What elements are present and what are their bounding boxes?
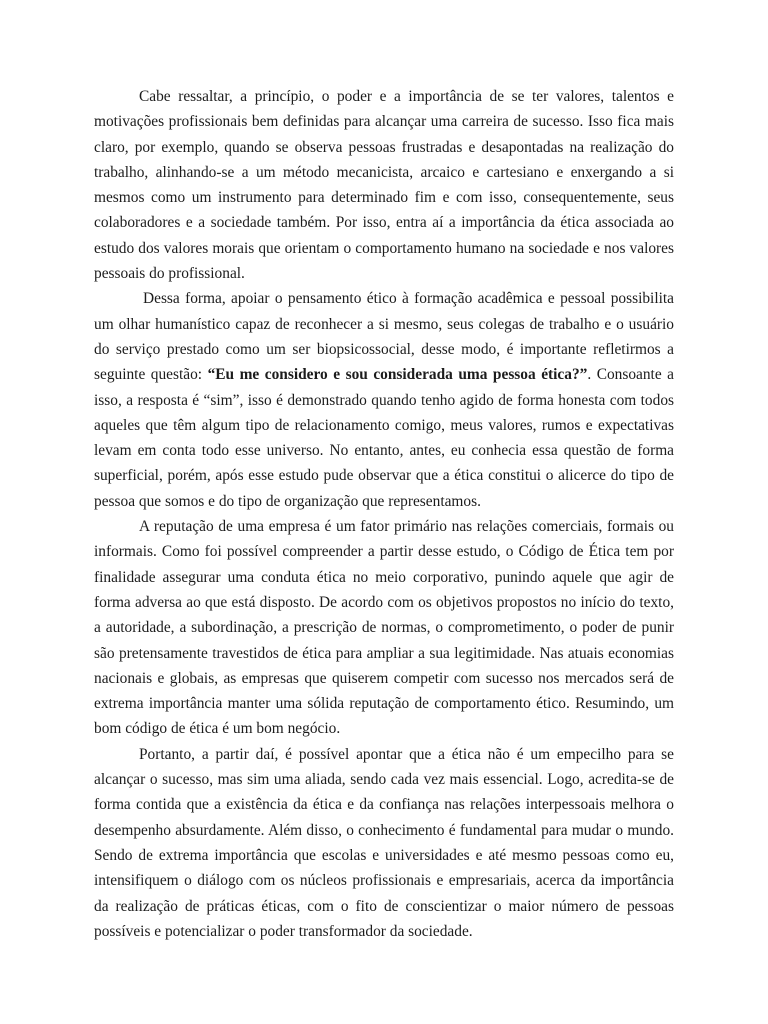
paragraph-2: [94, 286, 674, 514]
paragraph-1: Cabe ressaltar, a princípio, o poder e a importância de se ter valores, talentos e motivações profissionais bem definidas para alcançar uma carreira de sucesso. Isso fica mais claro, por exemplo, quando se observa pessoas frustradas e desapontadas na realização do trabalho, alinhando-se a um método mecanicista, arcaico e cartesiano e enxergando a si mesmos como um instrumento para determinado fim e com isso, consequentemente, seus colaboradores e a sociedade também. Por isso, entra aí a importância da ética associada ao estudo dos valores morais que orientam o comportamento humano na sociedade e nos valores pessoais do profissional.: [94, 88, 674, 283]
paragraph-3: A reputação de uma empresa é um fator primário nas relações comerciais, formais ou informais. Como foi possível compreender a partir desse estudo, o Código de Ética tem por finalidade assegurar uma conduta ética no meio corporativo, punindo aquele que agir de forma adversa ao que está disposto. De acordo com os objetivos propostos no início do texto, a autoridade, a subordinação, a prescrição de normas, o comprometimento, o poder de punir são pretensamente travestidos de ética para ampliar a sua legitimidade. Nas atuais economias nacionais e globais, as empresas que quiserem competir com sucesso nos mercados será de extrema importância manter uma sólida reputação de comportamento ético. Resumindo, um bom código de ética é um bom negócio.: [94, 518, 674, 738]
paragraph-4: Portanto, a partir daí, é possível apontar que a ética não é um empecilho para se alcançar o sucesso, mas sim uma aliada, sendo cada vez mais essencial. Logo, acredita-se de forma contida que a existência da ética e da confiança nas relações interpessoais melhora o desempenho absurdamente. Além disso, o conhecimento é fundamental para mudar o mundo. Sendo de extrema importância que escolas e universidades e até mesmo pessoas como eu, intensifiquem o diálogo com os núcleos profissionais e empresariais, acerca da importância da realização de práticas éticas, com o fito de conscientizar o maior número de pessoas possíveis e potencializar o poder transformador da sociedade.: [94, 745, 674, 940]
paragraph-2-bold-question: “Eu me considero e sou considerada uma pessoa ética?”: [207, 366, 588, 384]
document-body: [94, 84, 674, 944]
paragraph-2-text-after: . Consoante a isso, a resposta é “sim”, isso é demonstrado quando tenho agido de forma honesta com todos aqueles que têm algum tipo de relacionamento comigo, meus valores, rumos e expectativas levam em conta todo esse universo. No entanto, antes, eu conhecia essa questão de forma superficial, porém, após esse estudo pude observar que a ética constitui o alicerce do tipo de pessoa que somos e do tipo de organização que representamos.: [94, 366, 674, 510]
paragraph-2-text-before: Dessa forma, apoiar o pensamento ético à formação acadêmica e pessoal possibilita um olhar humanístico capaz de reconhecer a si mesmo, seus colegas de trabalho e o usuário do serviço prestado como um ser biopsicossocial, desse modo, é importante refletirmos a seguinte questão:: [94, 290, 674, 384]
